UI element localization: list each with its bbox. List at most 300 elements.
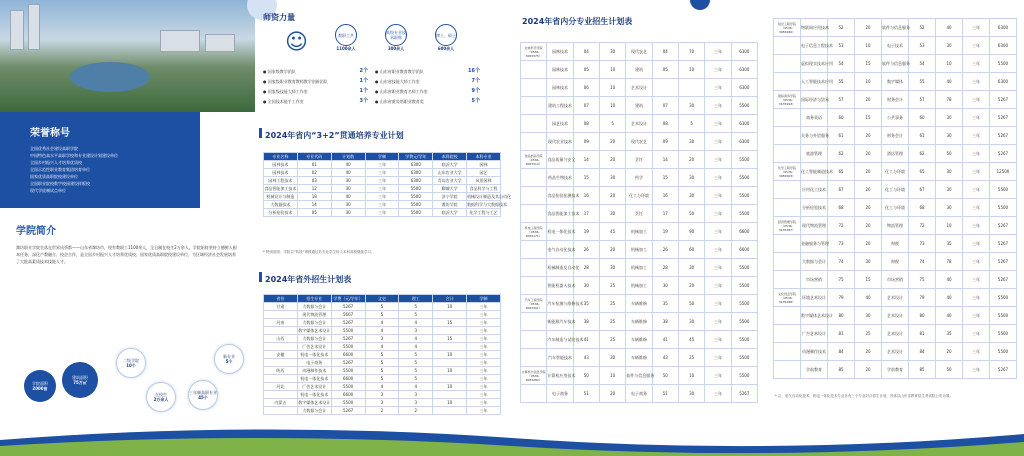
table-cell: 5267: [331, 303, 365, 311]
table-cell: 5: [365, 311, 399, 319]
table-cell: 建筑工程技术: [547, 97, 573, 115]
table-cell: 06: [573, 79, 599, 97]
table-cell: [521, 115, 547, 133]
table-cell: 90: [678, 223, 704, 241]
table-cell: 4: [399, 319, 433, 327]
table-cell: 机电工程学院（0536-3083171）: [521, 223, 547, 241]
faculty-item: ● 山东省职业教育名师工作室 9个: [375, 88, 480, 94]
honor-item: 现代学徒制试点单位: [30, 188, 66, 193]
table-cell: 农林科学学院（0536-3083375）: [521, 43, 547, 61]
faculty-title: 师资力量: [263, 13, 295, 22]
table-header: 本科院校: [433, 153, 467, 161]
table-row: [774, 37, 1017, 55]
table-cell: 三年: [963, 271, 990, 289]
table-row: [264, 407, 501, 415]
table-cell: 电子商务: [626, 385, 652, 403]
table-cell: 05: [573, 61, 599, 79]
table-cell: 15: [855, 109, 882, 127]
table-cell: 01: [297, 161, 331, 169]
table-header: 学制: [467, 295, 501, 303]
table-cell: 3: [399, 399, 433, 407]
table-cell: 山东农业大学: [433, 169, 467, 177]
table-cell: 三年: [705, 295, 731, 313]
table-cell: 电子商务: [547, 385, 573, 403]
table-cell: [521, 133, 547, 151]
table-cell: 6300: [731, 133, 757, 151]
table-cell: 三年: [963, 199, 990, 217]
table-cell: 数据科学与大数据技术: [467, 202, 508, 207]
table-cell: 三年: [467, 367, 501, 375]
table-cell: 三年: [705, 367, 731, 385]
table-cell: 内蒙古: [264, 399, 298, 407]
table-cell: 三年: [467, 399, 501, 407]
table-cell: 三年: [365, 177, 399, 185]
table-cell: 三年: [963, 145, 990, 163]
table-cell: 30: [678, 133, 704, 151]
table-cell: 软件与信息服务: [626, 367, 652, 385]
honor-item: 全国职业院校数字校园建设样板校: [30, 181, 90, 186]
honor-item: 全国乡村振兴人才培养优质校: [30, 160, 82, 165]
table-cell: 机电一体化技术: [297, 375, 331, 383]
table-cell: 65: [909, 163, 936, 181]
table-cell: 35: [936, 325, 963, 343]
table-cell: 现代农业技术: [547, 133, 573, 151]
table-cell: 三年: [705, 43, 731, 61]
table-cell: 75: [828, 271, 855, 289]
table-cell: [521, 277, 547, 295]
table-row: [774, 55, 1017, 73]
intro-panel: [0, 0, 255, 456]
table-cell: 临沂大学: [433, 161, 467, 169]
table-row: [774, 307, 1017, 325]
table-row: [521, 385, 758, 403]
table-cell: 艺术设计: [882, 289, 909, 307]
title-bar: [259, 128, 262, 138]
table-cell: 5267: [331, 359, 365, 367]
table-cell: 26: [652, 241, 678, 259]
table-row: [521, 295, 758, 313]
table-row: [264, 201, 501, 209]
table-cell: 04: [652, 43, 678, 61]
table-cell: 三年: [467, 327, 501, 335]
table-cell: 10: [599, 61, 625, 79]
intro-title: 学院简介: [16, 226, 56, 237]
plan-title: 2024年省内分专业招生计划表: [522, 17, 633, 26]
table-cell: 建筑: [626, 61, 652, 79]
table-header: 文史: [365, 295, 399, 303]
table-cell: 电气自动化技术: [547, 241, 573, 259]
bubble-students: 在校生 2万余人: [146, 382, 176, 412]
table-cell: [774, 73, 801, 91]
table-cell: 51: [652, 385, 678, 403]
table-cell: 大数据与会计: [297, 319, 331, 327]
faculty-item: ● 山东省职业教育教学团队 16个: [375, 68, 480, 74]
table-cell: 三年: [963, 307, 990, 325]
table-cell: 5667: [331, 311, 365, 319]
table-cell: [774, 235, 801, 253]
table-cell: 5267: [331, 319, 365, 327]
table-cell: 5500: [990, 181, 1017, 199]
table-row: [521, 223, 758, 241]
table-cell: 财税: [882, 253, 909, 271]
table-cell: 三年: [963, 253, 990, 271]
table-cell: 17: [573, 205, 599, 223]
table-cell: 5267: [331, 407, 365, 415]
table-cell: [433, 359, 467, 367]
stat-phd: 博士、硕士 600余人: [435, 24, 457, 52]
table-cell: 药学: [626, 169, 652, 187]
table-cell: 三年: [467, 383, 501, 391]
table-cell: 4: [399, 343, 433, 351]
table-cell: 机械设计制造及其自动化: [467, 194, 512, 199]
table-cell: 30: [678, 385, 704, 403]
table-row: [774, 19, 1017, 37]
table-row: [774, 235, 1017, 253]
table-row: [774, 271, 1017, 289]
table-cell: 3: [399, 391, 433, 399]
table-cell: 20: [855, 145, 882, 163]
table-cell: 30: [855, 253, 882, 271]
table-cell: 30: [331, 185, 365, 193]
faculty-item: ● 全国技术能手工作室 3个: [263, 98, 368, 104]
table-cell: 20: [855, 181, 882, 199]
table-cell: 30: [936, 163, 963, 181]
table-cell: 73: [909, 235, 936, 253]
table-cell: 20: [599, 385, 625, 403]
table-cell: 73: [828, 235, 855, 253]
table-cell: 6600: [331, 391, 365, 399]
table-cell: 10: [433, 303, 467, 311]
table-cell: 5500: [990, 325, 1017, 343]
table-row: [264, 367, 501, 375]
table-cell: 20: [599, 187, 625, 205]
table-cell: 三年: [963, 73, 990, 91]
table-row: [264, 343, 501, 351]
faculty-item: ● 国家级职业教育教师教学创新团队 1个: [263, 78, 368, 84]
table-cell: 三年: [705, 61, 731, 79]
table-cell: 5500: [331, 383, 365, 391]
table-cell: 3: [365, 399, 399, 407]
table-cell: [774, 361, 801, 379]
table-cell: 现代农艺: [626, 133, 652, 151]
table-cell: 三年: [705, 223, 731, 241]
honor-item: 国家优质高职院校建设单位: [30, 174, 78, 179]
table-cell: 河南: [264, 319, 298, 327]
table-cell: 07: [652, 97, 678, 115]
table-cell: 25: [599, 295, 625, 313]
table-cell: 5500: [331, 367, 365, 375]
table-cell: 78: [936, 253, 963, 271]
table-cell: 市场营销: [882, 271, 909, 289]
table-header: 专业名称: [264, 153, 298, 161]
table-row: [521, 259, 758, 277]
table-cell: 25: [599, 277, 625, 295]
table-cell: 20: [855, 127, 882, 145]
table-cell: 50: [652, 367, 678, 385]
table-cell: 51: [573, 385, 599, 403]
table-cell: 文化创意学院（0536-3135286）: [774, 289, 801, 307]
t32-table: [263, 152, 512, 217]
table-cell: 6600: [731, 241, 757, 259]
table-cell: 应用化工技术: [801, 181, 828, 199]
t32-note: * 特别说明：学院以“转段”审核通过后专业学生转入本科高校继续学习。: [263, 250, 375, 254]
table-cell: 15: [855, 55, 882, 73]
table-row: [264, 391, 501, 399]
table-row: [521, 133, 758, 151]
table-cell: 15: [652, 169, 678, 187]
table-cell: 药品生物技术: [547, 169, 573, 187]
table-cell: 30: [936, 127, 963, 145]
table-row: [264, 311, 501, 319]
table-cell: 20: [855, 235, 882, 253]
table-cell: 5: [365, 303, 399, 311]
table-cell: 广告艺术设计: [801, 325, 828, 343]
table-cell: [433, 407, 467, 415]
table-cell: 财税: [882, 235, 909, 253]
table-cell: [433, 375, 467, 383]
table-row: [264, 303, 501, 311]
table-cell: 45: [599, 223, 625, 241]
table-cell: 关务与外贸服务: [801, 127, 828, 145]
table-row: [774, 325, 1017, 343]
table-cell: 80: [828, 307, 855, 325]
table-cell: 68: [909, 199, 936, 217]
table-cell: [264, 311, 298, 319]
table-cell: 5: [399, 359, 433, 367]
table-cell: 5: [365, 359, 399, 367]
table-cell: [774, 145, 801, 163]
table-cell: 10: [599, 367, 625, 385]
table-cell: [264, 407, 298, 415]
table-cell: 数字媒体艺术设计: [298, 328, 331, 333]
table-cell: 计算机应用技术: [547, 367, 573, 385]
table-cell: 旅游管理: [801, 145, 828, 163]
table-cell: 5500: [990, 199, 1017, 217]
table-cell: 三年: [705, 97, 731, 115]
table-cell: 60: [828, 109, 855, 127]
table-cell: 5267: [990, 91, 1017, 109]
table-row: [521, 79, 758, 97]
table-cell: 40: [331, 161, 365, 169]
table-row: [264, 209, 501, 217]
table-cell: 55: [909, 73, 936, 91]
table-cell: 20: [855, 217, 882, 235]
table-cell: 10: [599, 79, 625, 97]
table-cell: 3: [365, 335, 399, 343]
table-cell: 三年: [705, 277, 731, 295]
table-header: 招生专业: [297, 295, 331, 303]
table-cell: 2: [399, 407, 433, 415]
table-cell: 三年: [963, 55, 990, 73]
table-cell: 08: [573, 115, 599, 133]
plan-panel: [510, 0, 765, 456]
table-cell: 79: [909, 289, 936, 307]
table-row: [521, 313, 758, 331]
table-cell: 40: [936, 19, 963, 37]
table-cell: 50: [678, 295, 704, 313]
table-cell: 三年: [467, 375, 501, 383]
table-cell: 18: [297, 193, 331, 201]
table-cell: 三年: [467, 335, 501, 343]
table-cell: 车辆维修: [626, 349, 652, 367]
table-cell: 15: [433, 335, 467, 343]
table-cell: 41: [573, 331, 599, 349]
table-cell: [433, 311, 467, 319]
table-cell: 40: [936, 307, 963, 325]
table-cell: 16: [573, 187, 599, 205]
stat-senior: 高级专业技术职称 300余人: [385, 24, 407, 52]
table-row: [521, 151, 758, 169]
table-cell: 5: [365, 367, 399, 375]
table-cell: 6300: [399, 169, 433, 177]
table-header: 合计: [433, 295, 467, 303]
table-cell: 三年: [467, 343, 501, 351]
table-cell: 5: [365, 375, 399, 383]
table-cell: 30: [678, 169, 704, 187]
table-cell: 25: [855, 325, 882, 343]
table-header: 学费元/学年: [399, 153, 433, 161]
table-cell: 酒店管理: [882, 145, 909, 163]
table-cell: [774, 127, 801, 145]
table-cell: 4: [399, 335, 433, 343]
table-cell: 艺术设计: [626, 115, 652, 133]
table-row: [521, 169, 758, 187]
table-cell: 19: [573, 223, 599, 241]
table-cell: 10: [678, 61, 704, 79]
table-cell: 三年: [467, 359, 501, 367]
table-cell: 5: [399, 351, 433, 359]
table-cell: 6300: [990, 37, 1017, 55]
table-cell: 3: [399, 327, 433, 335]
table-cell: 40: [936, 289, 963, 307]
table-cell: 分析检验技术: [264, 209, 298, 217]
table-row: [521, 205, 758, 223]
table-cell: 30: [599, 169, 625, 187]
table-cell: 84: [828, 343, 855, 361]
table-row: [264, 335, 501, 343]
table-cell: 化学工程与工艺: [467, 209, 501, 217]
title-bar: [259, 272, 262, 282]
campus-photo: [0, 0, 255, 112]
table-cell: [264, 391, 298, 399]
table-cell: 57: [828, 91, 855, 109]
table-cell: 园艺: [467, 169, 501, 177]
table-cell: 5500: [731, 259, 757, 277]
table-cell: 6300: [731, 115, 757, 133]
table-cell: 现代农艺: [626, 43, 652, 61]
table-cell: 30: [331, 177, 365, 185]
table-cell: 10: [936, 217, 963, 235]
table-cell: [264, 375, 298, 383]
table-cell: 三年: [365, 201, 399, 209]
table-cell: 食品智能加工技术: [547, 205, 573, 223]
table-cell: 现代物流管理: [297, 311, 331, 319]
table-cell: 03: [297, 177, 331, 185]
table-cell: 5500: [731, 367, 757, 385]
table-cell: 智能机器人技术: [547, 277, 573, 295]
table-cell: 5500: [990, 289, 1017, 307]
table-cell: 30: [331, 201, 365, 209]
table-cell: 软件与信息服务: [882, 55, 909, 73]
table-cell: 三年: [705, 313, 731, 331]
table-cell: 临沂大学: [433, 209, 467, 217]
table-cell: 食品智能加工技术: [264, 186, 297, 191]
table-cell: 陕西: [264, 367, 298, 375]
table-cell: 车辆维修: [626, 313, 652, 331]
table-cell: 5500: [399, 201, 433, 209]
table-cell: 汽车制造与试验技术: [547, 331, 573, 349]
table-cell: 大数据与会计: [801, 253, 828, 271]
table-cell: 80: [909, 307, 936, 325]
table-cell: 三年: [467, 351, 501, 359]
table-cell: [774, 325, 801, 343]
table-cell: 三年: [365, 193, 399, 201]
table-row: [264, 185, 501, 193]
table-cell: [652, 79, 678, 97]
decor-circle: [690, 0, 710, 10]
table-cell: 5500: [731, 187, 757, 205]
table-cell: 5500: [399, 193, 433, 201]
table-cell: 6600: [731, 223, 757, 241]
table-row: [774, 91, 1017, 109]
table-cell: 10: [855, 73, 882, 91]
table-cell: 环境艺术设计: [801, 289, 828, 307]
table-cell: [521, 61, 547, 79]
table-cell: 三年: [963, 343, 990, 361]
honor-item: 全国示范性职业教育集团培育单位: [30, 167, 90, 172]
table-cell: 5500: [731, 205, 757, 223]
table-cell: 70: [678, 43, 704, 61]
table-cell: 化工智能制造技术: [801, 163, 828, 181]
table-row: [774, 109, 1017, 127]
table-cell: 45: [678, 331, 704, 349]
table-cell: 4: [365, 343, 399, 351]
table-cell: [521, 79, 547, 97]
table-cell: 广告艺术设计: [297, 343, 331, 351]
building: [28, 4, 40, 50]
table-cell: 河北: [264, 383, 298, 391]
table-cell: 电子商务: [297, 359, 331, 367]
table-cell: 10: [433, 367, 467, 375]
table-cell: 化工与环境: [626, 187, 652, 205]
table-cell: 三年: [365, 169, 399, 177]
table-cell: 艺术设计: [626, 79, 652, 97]
table-cell: 10: [433, 383, 467, 391]
honor-title: 荣誉称号: [30, 128, 70, 139]
table-cell: 5500: [331, 343, 365, 351]
table-header: 省份: [264, 295, 298, 303]
plan-note: * 注：电气自动化技术、机电一体化技术专业各有三个专业对口招生计划，具体以山东省教育招生考试院公布为准。: [775, 394, 953, 398]
table-cell: 12500: [990, 163, 1017, 181]
table-cell: 74: [909, 253, 936, 271]
table-cell: 25: [599, 313, 625, 331]
table-cell: 化工与环境: [882, 181, 909, 199]
table-row: [521, 367, 758, 385]
table-cell: 园林技术: [264, 161, 298, 169]
table-cell: 三年: [705, 331, 731, 349]
table-cell: [774, 109, 801, 127]
table-cell: [774, 343, 801, 361]
table-cell: 5267: [731, 385, 757, 403]
table-cell: 5500: [731, 295, 757, 313]
table-cell: 机械加工: [626, 223, 652, 241]
table-cell: 30: [936, 181, 963, 199]
table-cell: 物联网应用技术: [801, 19, 828, 37]
table-row: [774, 217, 1017, 235]
table-cell: 三年: [467, 319, 501, 327]
table-row: [521, 349, 758, 367]
table-cell: 国际商务学院（0536-3135993）: [774, 91, 801, 109]
